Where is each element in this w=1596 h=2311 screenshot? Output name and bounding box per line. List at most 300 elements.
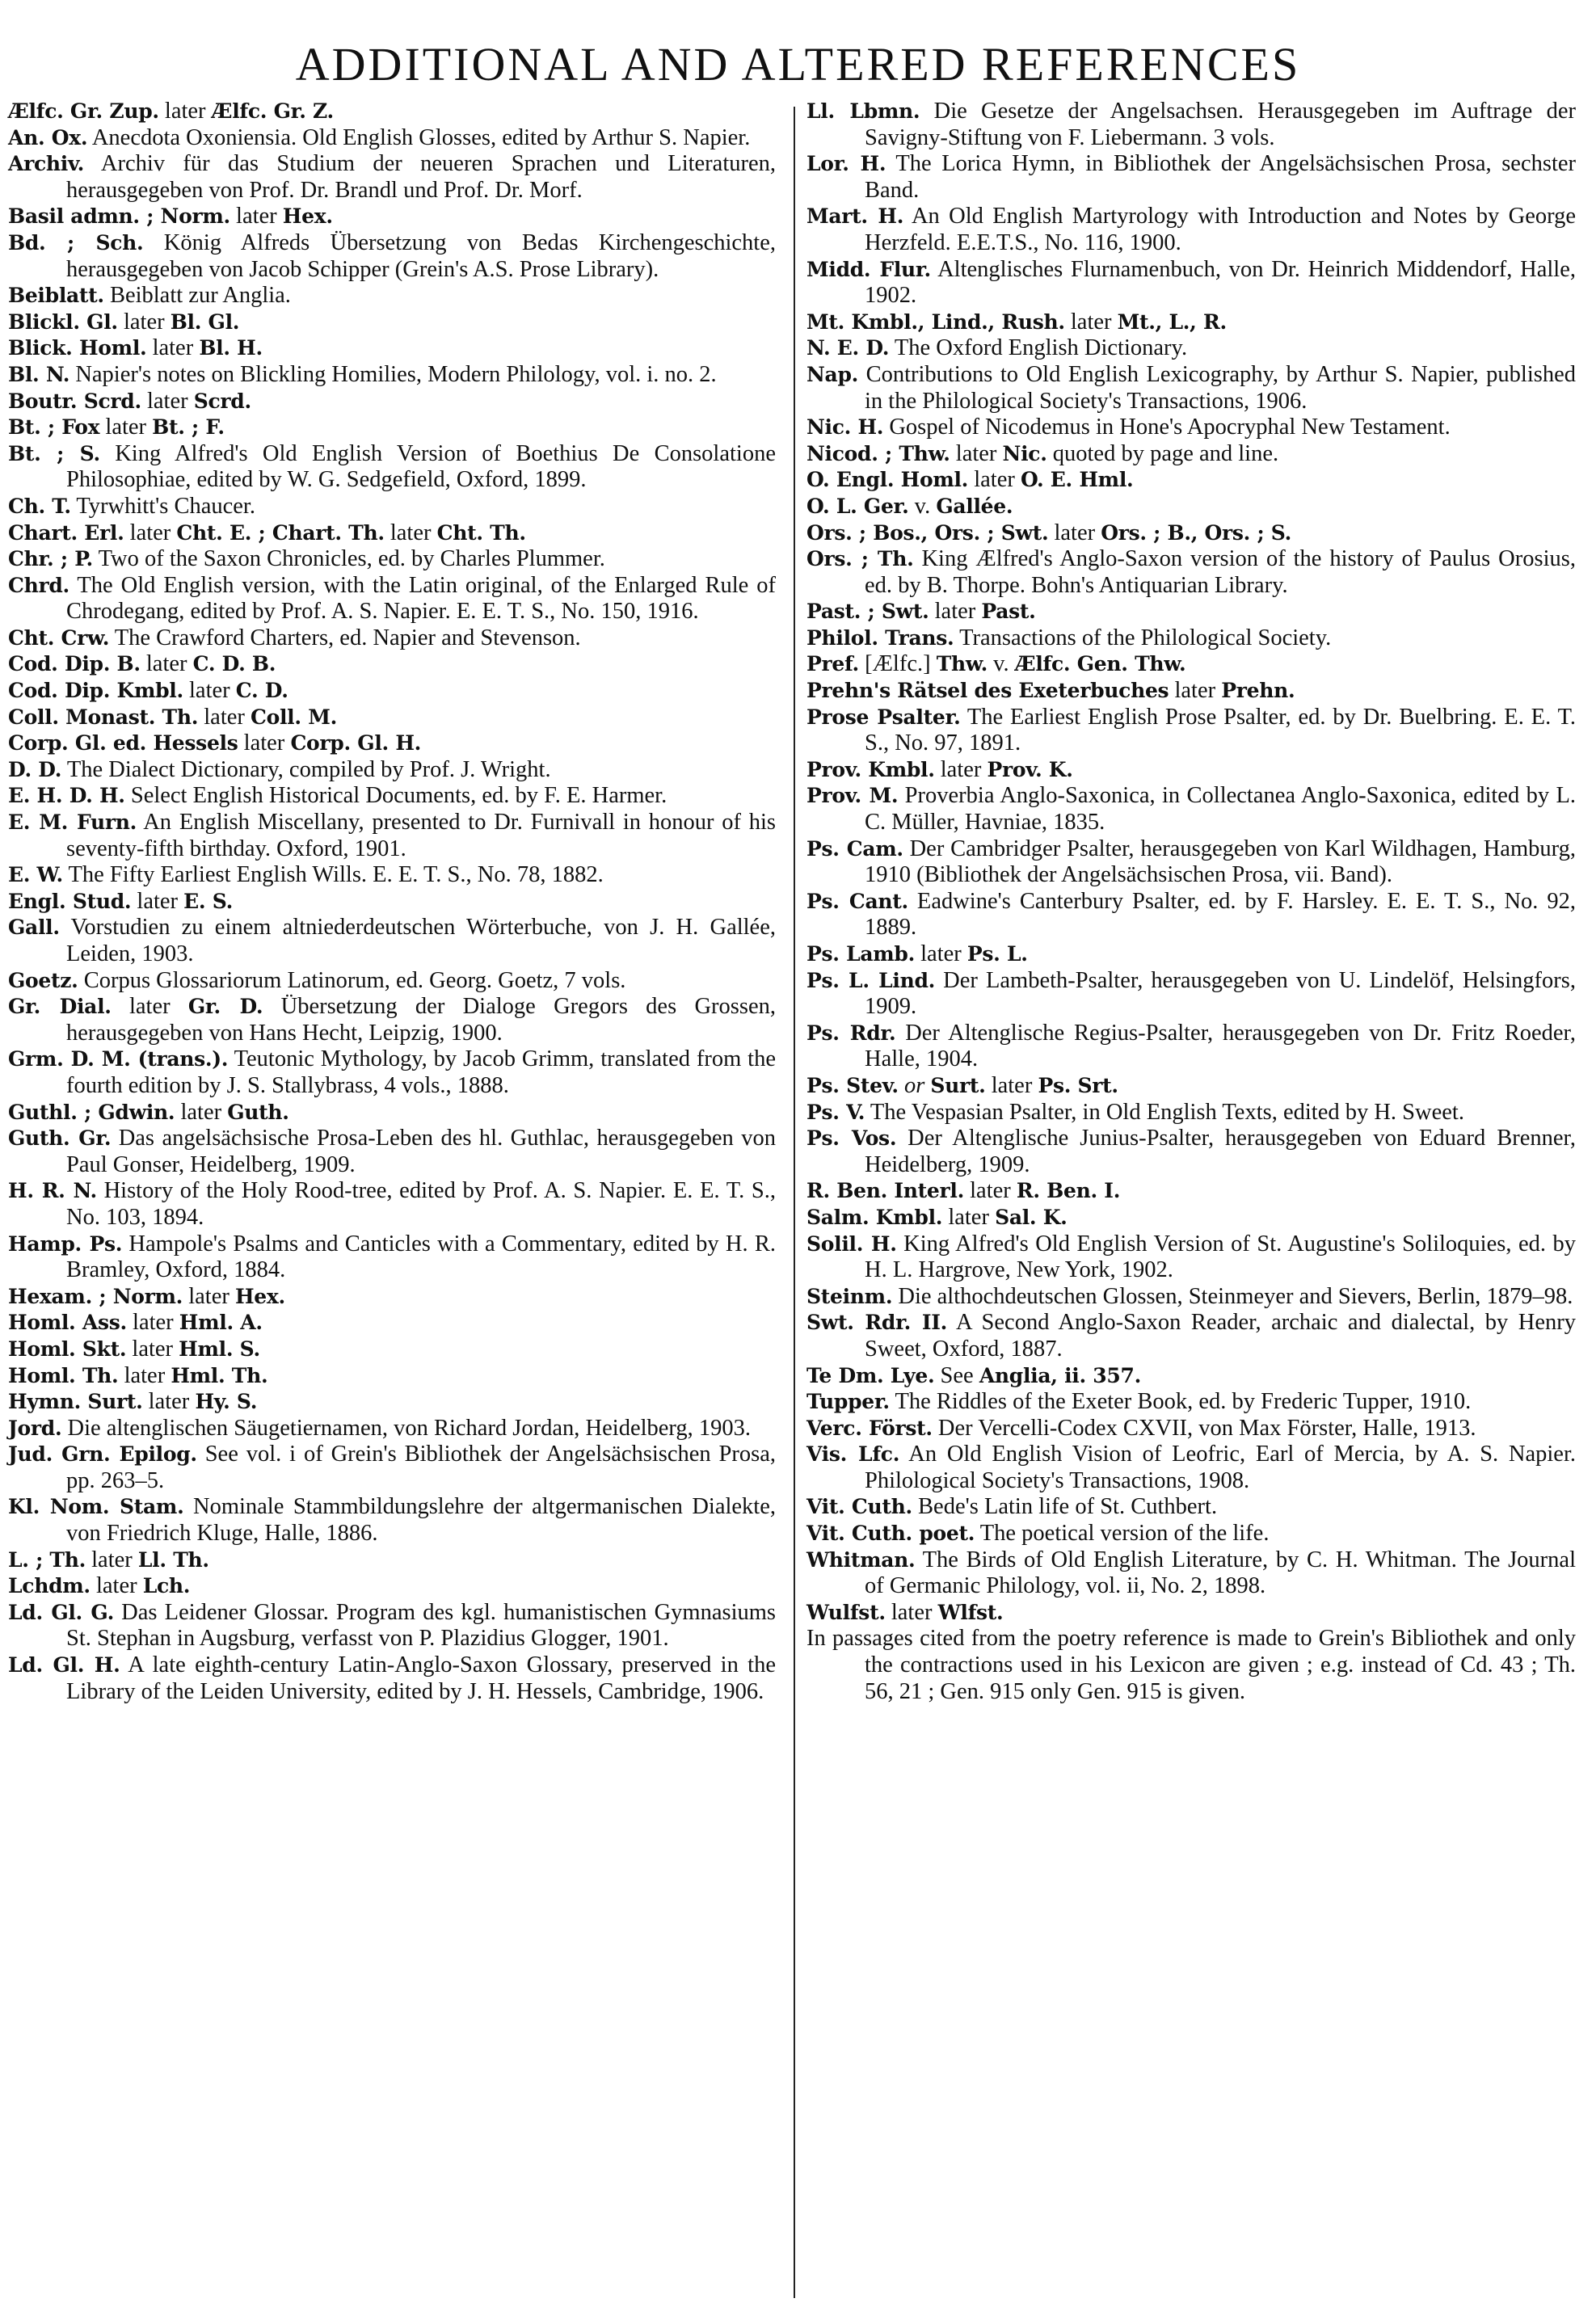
abbreviation: Vit. Cuth. xyxy=(806,1495,912,1519)
description: The Dialect Dictionary, compiled by Prof. J. Wright. xyxy=(61,756,551,782)
abbreviation: Thw. xyxy=(936,652,988,676)
reference-entry xyxy=(806,651,1576,678)
reference-entry xyxy=(806,757,1576,784)
reference-entry xyxy=(8,309,776,336)
description: Der Vercelli-Codex CXVII, von Max Förster, Halle, 1913. xyxy=(932,1415,1476,1441)
description: later xyxy=(985,1072,1038,1098)
reference-entry xyxy=(806,546,1576,599)
reference-entry xyxy=(8,1416,776,1442)
reference-entry xyxy=(8,1284,776,1311)
reference-entry xyxy=(806,1389,1576,1416)
abbreviation: Philol. Trans. xyxy=(806,625,954,650)
abbreviation: Hml. S. xyxy=(179,1337,260,1361)
description: later xyxy=(238,730,291,756)
abbreviation: Ps. Lamb. xyxy=(806,942,915,966)
reference-entry xyxy=(806,1310,1576,1362)
reference-entry xyxy=(806,678,1576,705)
reference-entry xyxy=(806,941,1576,968)
reference-entry xyxy=(8,1494,776,1547)
reference-entry xyxy=(8,1100,776,1126)
description: later xyxy=(1169,678,1222,704)
description: later xyxy=(183,1283,235,1309)
abbreviation: Ælfc. Gr. Zup. xyxy=(8,99,159,123)
abbreviation: Vis. Lfc. xyxy=(806,1442,900,1467)
description: later xyxy=(90,1573,143,1599)
description: later xyxy=(146,335,200,361)
abbreviation: Ll. Th. xyxy=(137,1547,209,1572)
description: See xyxy=(934,1362,979,1388)
description: Nominale Stammbildungslehre der altgermanischen Dialekte, von Friedrich Kluge, Halle, 1886. xyxy=(66,1494,776,1547)
abbreviation: D. D. xyxy=(8,757,62,781)
abbreviation: Ld. Gl. H. xyxy=(8,1653,120,1677)
abbreviation: C. D. B. xyxy=(192,652,276,676)
abbreviation: Ors. ; B., Ors. ; S. xyxy=(1101,520,1292,545)
description: v. xyxy=(987,651,1015,677)
abbreviation: Te Dm. Lye. xyxy=(806,1363,935,1387)
reference-entry xyxy=(8,1337,776,1363)
reference-entry xyxy=(8,915,776,967)
description: The poetical version of the life. xyxy=(975,1521,1270,1547)
abbreviation: Archiv. xyxy=(8,152,85,176)
reference-entry xyxy=(8,783,776,810)
reference-entry xyxy=(806,362,1576,415)
abbreviation: Lch. xyxy=(142,1574,191,1598)
abbreviation: Bl. Gl. xyxy=(170,309,240,334)
reference-entry xyxy=(8,1652,776,1705)
abbreviation: O. L. Ger. xyxy=(806,494,909,518)
abbreviation: Hex. xyxy=(234,1284,285,1308)
description: [Ælfc.] xyxy=(858,651,937,677)
abbreviation: Ors. ; Th. xyxy=(806,547,914,571)
reference-entry xyxy=(8,1547,776,1574)
abbreviation: Guthl. ; Gdwin. xyxy=(8,1100,175,1124)
reference-entry xyxy=(8,678,776,705)
reference-entry xyxy=(8,335,776,362)
reference-entry xyxy=(806,1021,1576,1073)
abbreviation: Ælfc. Gr. Z. xyxy=(211,99,334,123)
description: later xyxy=(942,1204,996,1230)
column-divider xyxy=(794,107,795,2298)
abbreviation: C. D. xyxy=(235,679,288,703)
description: later xyxy=(964,1178,1017,1204)
abbreviation: Mt. Kmbl., Lind., Rush. xyxy=(806,309,1065,334)
abbreviation: Nic. H. xyxy=(806,415,884,440)
abbreviation: N. E. D. xyxy=(806,336,890,360)
description: Two of the Saxon Chronicles, ed. by Charles Plummer. xyxy=(92,546,605,572)
reference-entry xyxy=(8,1363,776,1390)
page-title: ADDITIONAL AND ALTERED REFERENCES xyxy=(295,37,1301,91)
reference-entry xyxy=(8,1389,776,1416)
reference-entry xyxy=(806,467,1576,494)
description: Contributions to Old English Lexicography, by Arthur S. Napier, published in the Philological Society's Transactions, 1906. xyxy=(858,361,1576,414)
description: King Alfred's Old English Version of St. Augustine's Soliloquies, ed. by H. L. Hargrove, New York, 1902. xyxy=(865,1231,1576,1283)
abbreviation: Hml. A. xyxy=(179,1311,263,1335)
abbreviation: Blick. Homl. xyxy=(8,336,147,360)
abbreviation: Cht. Th. xyxy=(436,520,526,545)
abbreviation: Bd. ; Sch. xyxy=(8,230,144,255)
reference-entry xyxy=(8,1310,776,1337)
reference-entry xyxy=(8,994,776,1046)
description: The Old English version, with the Latin original, of the Enlarged Rule of Chrodegang, edited by Prof. A. S. Napier. E. E. T. S., No. 150, 1916. xyxy=(66,572,776,625)
description: later xyxy=(126,1310,179,1336)
abbreviation: Cht. E. ; Chart. Th. xyxy=(176,520,385,545)
description: later xyxy=(141,388,194,414)
description: Der Altenglische Junius-Psalter, herausgegeben von Eduard Brenner, Heidelberg, 1909. xyxy=(865,1126,1576,1177)
description: Tyrwhitt's Chaucer. xyxy=(70,493,255,519)
description: Der Lambeth-Psalter, herausgegeben von U. Lindelöf, Helsingfors, 1909. xyxy=(865,967,1576,1020)
abbreviation: Guth. Gr. xyxy=(8,1126,112,1151)
abbreviation: H. R. N. xyxy=(8,1179,97,1203)
reference-entry xyxy=(806,889,1576,941)
description: later xyxy=(915,941,967,966)
abbreviation: L. ; Th. xyxy=(8,1547,86,1572)
description: History of the Holy Rood-tree, edited by Prof. A. S. Napier. E. E. T. S., No. 103, 1894. xyxy=(66,1178,776,1230)
abbreviation: Ps. Rdr. xyxy=(806,1021,896,1045)
description: later xyxy=(885,1599,938,1625)
italic-text: or xyxy=(903,1072,925,1098)
reference-entry xyxy=(806,1073,1576,1100)
reference-entry xyxy=(806,1416,1576,1442)
description: later xyxy=(118,1362,171,1388)
description: The Birds of Old English Literature, by C. H. Whitman. The Journal of Germanic Philology, vol. ii, No. 2, 1898. xyxy=(865,1547,1576,1599)
reference-entry xyxy=(8,810,776,862)
reference-entry xyxy=(806,599,1576,625)
reference-entry xyxy=(8,546,776,573)
abbreviation: Prov. M. xyxy=(806,784,899,808)
reference-entry xyxy=(806,335,1576,362)
description: later xyxy=(124,520,177,545)
reference-entry xyxy=(8,389,776,415)
abbreviation: Chart. Erl. xyxy=(8,520,124,545)
reference-entry xyxy=(8,651,776,678)
abbreviation: Bt. ; S. xyxy=(8,441,100,465)
abbreviation: Bl. H. xyxy=(199,336,263,360)
abbreviation: Nicod. ; Thw. xyxy=(806,441,950,465)
abbreviation: E. H. D. H. xyxy=(8,784,125,808)
description: later xyxy=(230,204,283,229)
abbreviation: Hex. xyxy=(282,204,333,229)
description: Hampole's Psalms and Canticles with a Commentary, edited by H. R. Bramley, Oxford, 1884. xyxy=(66,1231,776,1283)
description: König Alfreds Übersetzung von Bedas Kirchengeschichte, herausgegeben von Jacob Schipper (Grein's A.S. Prose Library). xyxy=(66,229,776,282)
description: See vol. i of Grein's Bibliothek der Angelsächsischen Prosa, pp. 263–5. xyxy=(66,1442,777,1493)
abbreviation: Tupper. xyxy=(806,1390,890,1414)
abbreviation: O. E. Hml. xyxy=(1020,468,1134,492)
abbreviation: Prov. K. xyxy=(987,757,1073,781)
description: Teutonic Mythology, by Jacob Grimm, translated from the fourth edition by J. S. Stallybrass, 4 vols., 1888. xyxy=(66,1046,776,1098)
description: later xyxy=(929,599,982,625)
reference-entry xyxy=(806,1547,1576,1600)
abbreviation: Grm. D. M. (trans.). xyxy=(8,1047,229,1071)
reference-entry xyxy=(8,573,776,625)
abbreviation: Salm. Kmbl. xyxy=(806,1205,943,1229)
description: A Second Anglo-Saxon Reader, archaic and dialectal, by Henry Sweet, Oxford, 1887. xyxy=(865,1310,1576,1362)
description: later xyxy=(158,99,212,124)
abbreviation: Ps. Cam. xyxy=(806,836,903,861)
description: Der Cambridger Psalter, herausgegeben von Karl Wildhagen, Hamburg, 1910 (Bibliothek der Angelsächsischen Prosa, vii. Band). xyxy=(865,836,1576,888)
reference-entry xyxy=(8,757,776,784)
description: Das angelsächsische Prosa-Leben des hl. Guthlac, herausgegeben von Paul Gonser, Heidelberg, 1909. xyxy=(66,1126,776,1177)
description: The Crawford Charters, ed. Napier and Stevenson. xyxy=(109,625,581,650)
description: Der Altenglische Regius-Psalter, herausgegeben von Dr. Fritz Roeder, Halle, 1904. xyxy=(865,1020,1576,1072)
abbreviation: Swt. Rdr. II. xyxy=(806,1311,948,1335)
abbreviation: Prehn. xyxy=(1221,679,1295,703)
abbreviation: Bt. ; Fox xyxy=(8,415,100,440)
description: A late eighth-century Latin-Anglo-Saxon Glossary, preserved in the Library of the Leiden University, edited by J. H. Hessels, Cambridge, 1906. xyxy=(66,1652,777,1704)
reference-entry xyxy=(8,283,776,309)
reference-entry xyxy=(806,1442,1576,1494)
abbreviation: Blickl. Gl. xyxy=(8,309,118,334)
right-column xyxy=(806,99,1576,1705)
description: Corpus Glossariorum Latinorum, ed. Georg. Goetz, 7 vols. xyxy=(78,967,626,993)
abbreviation: Pref. xyxy=(806,652,859,676)
abbreviation: Bl. N. xyxy=(8,362,70,386)
reference-entry xyxy=(806,520,1576,547)
reference-entry xyxy=(8,520,776,547)
description: Transactions of the Philological Society. xyxy=(954,625,1332,650)
abbreviation: Hexam. ; Norm. xyxy=(8,1284,183,1308)
abbreviation: Ps. L. Lind. xyxy=(806,968,936,992)
reference-entry xyxy=(8,730,776,757)
description: The Lorica Hymn, in Bibliothek der Angelsächsischen Prosa, sechster Band. xyxy=(865,151,1576,203)
description: v. xyxy=(908,493,937,519)
abbreviation: An. Ox. xyxy=(8,125,88,149)
description: later xyxy=(198,704,251,730)
description: King Alfred's Old English Version of Boethius De Consolatione Philosophiae, edited by W. G. Sedgefield, Oxford, 1899. xyxy=(66,440,776,493)
description: later xyxy=(183,678,236,704)
description: later xyxy=(934,756,987,782)
abbreviation: Hamp. Ps. xyxy=(8,1231,123,1256)
description: The Earliest English Prose Psalter, ed. by Dr. Buelbring. E. E. T. S., No. 97, 1891. xyxy=(865,704,1576,756)
abbreviation: Cod. Dip. Kmbl. xyxy=(8,679,183,703)
reference-entry xyxy=(806,1600,1576,1627)
abbreviation: Ll. Lbmn. xyxy=(806,99,920,123)
reference-entry xyxy=(806,1521,1576,1547)
abbreviation: Prov. Kmbl. xyxy=(806,757,935,781)
abbreviation: Ps. Vos. xyxy=(806,1126,897,1151)
reference-entry xyxy=(806,1100,1576,1126)
reference-entry xyxy=(806,309,1576,336)
abbreviation: R. Ben. I. xyxy=(1016,1179,1121,1203)
abbreviation: E. M. Furn. xyxy=(8,810,137,835)
abbreviation: Ps. Cant. xyxy=(806,889,908,913)
description: The Fifty Earliest English Wills. E. E. T. S., No. 78, 1882. xyxy=(62,862,604,888)
reference-entry xyxy=(8,125,776,152)
reference-entry xyxy=(806,1284,1576,1311)
abbreviation: Gall. xyxy=(8,916,60,940)
abbreviation: E. W. xyxy=(8,863,63,887)
reference-entry xyxy=(8,362,776,389)
abbreviation: Ælfc. Gen. Thw. xyxy=(1014,652,1186,676)
closing-note: In passages cited from the poetry reference is made to Grein's Bibliothek and only the contractions used in his Lexicon are given ; e.g. instead of Cd. 43 ; Th. 56, 21 ; Gen. 915 only Gen. 915 is given. xyxy=(806,1626,1576,1704)
description xyxy=(899,1073,904,1098)
reference-entry xyxy=(8,1046,776,1099)
reference-entry xyxy=(8,494,776,520)
reference-entry xyxy=(8,99,776,125)
description: Übersetzung der Dialoge Gregors des Grossen, herausgegeben von Hans Hecht, Leipzig, 1900. xyxy=(66,994,776,1046)
abbreviation: Boutr. Scrd. xyxy=(8,389,141,413)
description: King Ælfred's Anglo-Saxon version of the history of Paulus Orosius, ed. by B. Thorpe. Bohn's Antiquarian Library. xyxy=(865,546,1576,598)
description: later xyxy=(111,994,188,1020)
abbreviation: Homl. Ass. xyxy=(8,1311,127,1335)
description: later xyxy=(117,309,171,335)
abbreviation: Guth. xyxy=(227,1100,289,1124)
abbreviation: Cht. Crw. xyxy=(8,625,110,650)
reference-entry xyxy=(8,1126,776,1178)
abbreviation: Kl. Nom. Stam. xyxy=(8,1495,184,1519)
left-column xyxy=(8,99,776,1705)
abbreviation: Steinm. xyxy=(806,1284,893,1308)
description: Die altenglischen Säugetiernamen, von Richard Jordan, Heidelberg, 1903. xyxy=(61,1415,752,1441)
abbreviation: Chr. ; P. xyxy=(8,547,93,571)
description: Altenglisches Flurnamenbuch, von Dr. Heinrich Middendorf, Halle, 1902. xyxy=(865,256,1576,309)
abbreviation: Hml. Th. xyxy=(171,1363,268,1387)
abbreviation: Hy. S. xyxy=(195,1390,258,1414)
abbreviation: Jud. Grn. Epilog. xyxy=(8,1442,197,1467)
description: later xyxy=(131,888,184,914)
abbreviation: Basil admn. ; Norm. xyxy=(8,204,230,229)
reference-entry xyxy=(806,625,1576,652)
abbreviation: Solil. H. xyxy=(806,1231,897,1256)
abbreviation: Nap. xyxy=(806,362,859,386)
abbreviation: Surt. xyxy=(930,1073,986,1097)
description: later xyxy=(99,415,153,440)
abbreviation: Midd. Flur. xyxy=(806,257,931,281)
reference-entry xyxy=(806,415,1576,441)
abbreviation: Chrd. xyxy=(8,573,69,597)
description: later xyxy=(86,1547,138,1572)
description: Eadwine's Canterbury Psalter, ed. by F. Harsley. E. E. T. S., No. 92, 1889. xyxy=(865,888,1576,941)
reference-entry xyxy=(806,1126,1576,1178)
description: An Old English Vision of Leofric, Earl of Mercia, by A. S. Napier. Philological Society's Transactions, 1908. xyxy=(865,1442,1576,1493)
abbreviation: Verc. Först. xyxy=(806,1416,933,1440)
abbreviation: Prose Psalter. xyxy=(806,705,961,729)
abbreviation: Gr. Dial. xyxy=(8,995,112,1019)
description: Das Leidener Glossar. Program des kgl. humanistischen Gymnasiums St. Stephan in Augsburg, verfasst von P. Plazidius Glogger, 1901. xyxy=(66,1599,776,1652)
abbreviation: Cod. Dip. B. xyxy=(8,652,141,676)
abbreviation: R. Ben. Interl. xyxy=(806,1179,964,1203)
abbreviation: E. S. xyxy=(183,889,234,913)
abbreviation: Coll. M. xyxy=(251,705,337,729)
description: An Old English Martyrology with Introduction and Notes by George Herzfeld. E.E.T.S., No. 116, 1900. xyxy=(865,204,1576,255)
abbreviation: Scrd. xyxy=(193,389,251,413)
reference-entry xyxy=(8,1442,776,1494)
abbreviation: Lor. H. xyxy=(806,152,886,176)
description: Die althochdeutschen Glossen, Steinmeyer and Sievers, Berlin, 1879–98. xyxy=(892,1283,1573,1309)
reference-entry xyxy=(806,99,1576,151)
description: later xyxy=(142,1389,196,1415)
reference-entry xyxy=(806,783,1576,836)
abbreviation: Mt., L., R. xyxy=(1117,309,1227,334)
reference-entry xyxy=(806,441,1576,468)
abbreviation: O. Engl. Homl. xyxy=(806,468,969,492)
description: later xyxy=(384,520,437,545)
reference-entry xyxy=(8,1231,776,1284)
reference-entry xyxy=(8,705,776,731)
abbreviation: Whitman. xyxy=(806,1547,916,1572)
reference-entry xyxy=(8,151,776,204)
reference-entry xyxy=(8,415,776,441)
abbreviation: Coll. Monast. Th. xyxy=(8,705,199,729)
reference-entry xyxy=(806,494,1576,520)
abbreviation: Jord. xyxy=(8,1416,62,1440)
abbreviation: Homl. Th. xyxy=(8,1363,119,1387)
abbreviation: Hymn. Surt. xyxy=(8,1390,143,1414)
description: The Riddles of the Exeter Book, ed. by Frederic Tupper, 1910. xyxy=(889,1389,1472,1415)
reference-entry xyxy=(806,151,1576,204)
abbreviation: Ps. V. xyxy=(806,1100,865,1124)
abbreviation: Gr. D. xyxy=(187,995,263,1019)
abbreviation: Anglia, ii. 357. xyxy=(979,1363,1141,1387)
abbreviation: Vit. Cuth. poet. xyxy=(806,1522,975,1546)
reference-entry xyxy=(8,1600,776,1652)
abbreviation: Wlfst. xyxy=(937,1600,1004,1624)
reference-entry xyxy=(8,889,776,916)
reference-entry xyxy=(8,204,776,230)
description: Select English Historical Documents, ed. by F. E. Harmer. xyxy=(124,783,667,809)
description: quoted by page and line. xyxy=(1046,440,1279,466)
description: Vorstudien zu einem altniederdeutschen Wörterbuche, von J. H. Gallée, Leiden, 1903. xyxy=(59,915,776,966)
abbreviation: Beiblatt. xyxy=(8,284,104,308)
abbreviation: Sal. K. xyxy=(995,1205,1068,1229)
description: Napier's notes on Blickling Homilies, Modern Philology, vol. i. no. 2. xyxy=(69,361,717,387)
abbreviation: Ps. L. xyxy=(966,942,1028,966)
reference-entry xyxy=(8,625,776,652)
abbreviation: Bt. ; F. xyxy=(152,415,225,440)
reference-entry xyxy=(806,1363,1576,1390)
abbreviation: Corp. Gl. H. xyxy=(290,731,422,756)
reference-entry xyxy=(8,441,776,494)
abbreviation: Nic. xyxy=(1002,441,1047,465)
abbreviation: Prehn's Rätsel des Exeterbuches xyxy=(806,679,1169,703)
abbreviation: Ps. Srt. xyxy=(1038,1073,1118,1097)
description: Die Gesetze der Angelsachsen. Herausgegeben im Auftrage der Savigny-Stiftung von F. Liebermann. 3 vols. xyxy=(865,99,1576,150)
description: Bede's Latin life of St. Cuthbert. xyxy=(912,1494,1218,1520)
description: Archiv für das Studium der neueren Sprachen und Literaturen, herausgegeben von Prof. Dr. Brandl und Prof. Dr. Morf. xyxy=(66,151,776,203)
description: later xyxy=(1048,520,1101,545)
description: Proverbia Anglo-Saxonica, in Collectanea Anglo-Saxonica, edited by L. C. Müller, Havniae, 1835. xyxy=(865,783,1576,836)
reference-entry xyxy=(806,1494,1576,1521)
abbreviation: Wulfst. xyxy=(806,1600,886,1624)
abbreviation: Ld. Gl. G. xyxy=(8,1600,114,1624)
description: later xyxy=(968,467,1021,493)
reference-entry xyxy=(806,257,1576,309)
abbreviation: Ors. ; Bos., Ors. ; Swt. xyxy=(806,520,1049,545)
reference-entry xyxy=(806,1178,1576,1205)
description: Gospel of Nicodemus in Hone's Apocryphal New Testament. xyxy=(883,415,1451,440)
description: later xyxy=(126,1336,179,1362)
description: Anecdota Oxoniensia. Old English Glosses, edited by Arthur S. Napier. xyxy=(87,124,751,150)
abbreviation: Engl. Stud. xyxy=(8,889,132,913)
abbreviation: Mart. H. xyxy=(806,204,904,229)
description: later xyxy=(140,651,193,677)
description: later xyxy=(1064,309,1118,335)
abbreviation: Past. ; Swt. xyxy=(806,600,929,624)
description: later xyxy=(175,1099,228,1125)
reference-entry xyxy=(806,705,1576,757)
reference-entry xyxy=(806,204,1576,256)
reference-entry xyxy=(806,1231,1576,1284)
description: Beiblatt zur Anglia. xyxy=(103,283,291,309)
reference-entry xyxy=(8,230,776,283)
abbreviation: Past. xyxy=(981,600,1036,624)
abbreviation: Gallée. xyxy=(936,494,1013,518)
reference-entry xyxy=(806,836,1576,889)
reference-entry xyxy=(806,968,1576,1021)
abbreviation: Ps. Stev. xyxy=(806,1073,899,1097)
description: An English Miscellany, presented to Dr. Furnivall in honour of his seventy-fifth birthday. Oxford, 1901. xyxy=(66,810,777,861)
abbreviation: Corp. Gl. ed. Hessels xyxy=(8,731,238,756)
reference-entry xyxy=(806,1205,1576,1231)
